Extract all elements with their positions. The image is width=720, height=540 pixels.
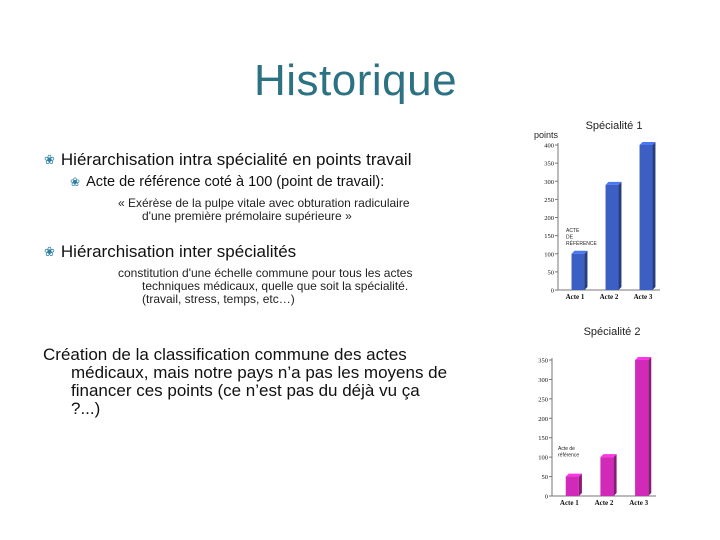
bullet-acte-reference [70, 173, 384, 191]
bar-side [579, 474, 582, 496]
y-tick-label: 350 [538, 357, 548, 365]
bar [566, 477, 579, 496]
bar [606, 185, 619, 290]
bar [572, 254, 585, 290]
paragraph-line-3: financer ces points (ce n’est pas du déjà vu ça [71, 381, 420, 400]
paragraph-line-2: médicaux, mais notre pays n’a pas les moyens de [71, 363, 448, 382]
y-tick-label: 350 [544, 160, 554, 168]
chart-title: Spécialité 2 [583, 326, 641, 338]
annotation-text: RÉFÉRENCE [566, 241, 597, 247]
paragraph-line-4: ?...) [71, 399, 101, 418]
paragraph-line-1 [43, 346, 503, 364]
bullet-hierarchisation-intra [44, 150, 411, 170]
y-tick-label: 250 [538, 396, 548, 404]
bar-side [614, 454, 617, 496]
y-tick-label: 50 [541, 474, 548, 482]
x-tick-label: Acte 3 [629, 499, 649, 507]
annotation-text: Acte de [558, 446, 575, 453]
classification-paragraph [43, 346, 503, 418]
chart-specialite-1 [530, 112, 676, 304]
y-tick-label: 300 [544, 178, 554, 186]
paragraph-emphasis: commune [254, 345, 330, 364]
bar [635, 360, 648, 496]
bar [640, 145, 653, 290]
bullet-icon: ❀ [70, 175, 81, 189]
annotation-text: DE [566, 234, 573, 241]
bullet-hierarchisation-inter [44, 242, 296, 262]
chart-title: Spécialité 1 [585, 120, 643, 132]
echelle-line-3: (travail, stress, temps, etc…) [142, 292, 295, 306]
paragraph-line-1c: des actes [329, 345, 407, 364]
x-tick-label: Acte 3 [633, 293, 653, 301]
bullet-text: Acte de référence coté à 100 (point de travail): [86, 174, 385, 190]
y-tick-label: 200 [538, 415, 548, 423]
bar-side [618, 182, 621, 290]
bar-side [648, 357, 651, 496]
y-tick-label: 150 [544, 233, 554, 241]
y-tick-label: 250 [544, 196, 554, 204]
echelle-line-1: constitution d'une échelle commune pour tous les actes [118, 266, 413, 280]
quote-line-1: « Exérèse de la pulpe vitale avec obturation radiculaire [118, 196, 410, 210]
y-axis-label: points [534, 130, 559, 140]
bullet-icon: ❀ [44, 244, 55, 259]
y-tick-label: 300 [538, 376, 548, 384]
x-tick-label: Acte 1 [559, 499, 579, 507]
y-tick-label: 0 [544, 493, 548, 501]
bullet-text: Hiérarchisation inter spécialités [60, 242, 297, 261]
y-tick-label: 50 [547, 269, 554, 277]
bar [600, 457, 613, 496]
bullet-icon: ❀ [44, 152, 55, 167]
y-tick-label: 100 [544, 251, 554, 259]
y-tick-label: 100 [538, 454, 548, 462]
x-tick-label: Acte 2 [594, 499, 614, 507]
annotation-text: référence [558, 452, 580, 459]
slide-title: Historique [254, 56, 458, 105]
chart-specialite-1-svg [530, 112, 676, 304]
x-tick-label: Acte 1 [565, 293, 585, 301]
y-tick-label: 200 [544, 215, 554, 222]
quote-exerese [118, 197, 410, 223]
paragraph-line-1a: Création de la classification [43, 345, 255, 364]
bar-side [584, 251, 587, 290]
chart-specialite-2-svg [532, 320, 678, 510]
x-tick-label: Acte 2 [599, 293, 619, 301]
y-tick-label: 0 [550, 287, 554, 295]
echelle-line-2: techniques médicaux, quelle que soit la spécialité. [142, 279, 409, 293]
bar-side [652, 142, 655, 290]
y-tick-label: 150 [538, 435, 548, 443]
bullet-text: Hiérarchisation intra spécialité en points travail [60, 150, 412, 169]
y-tick-label: 400 [544, 142, 554, 150]
chart-specialite-2 [532, 320, 678, 510]
quote-line-2: d'une première prémolaire supérieure » [142, 209, 352, 223]
echelle-commune-text [118, 267, 412, 306]
annotation-text: ACTE [566, 228, 580, 234]
